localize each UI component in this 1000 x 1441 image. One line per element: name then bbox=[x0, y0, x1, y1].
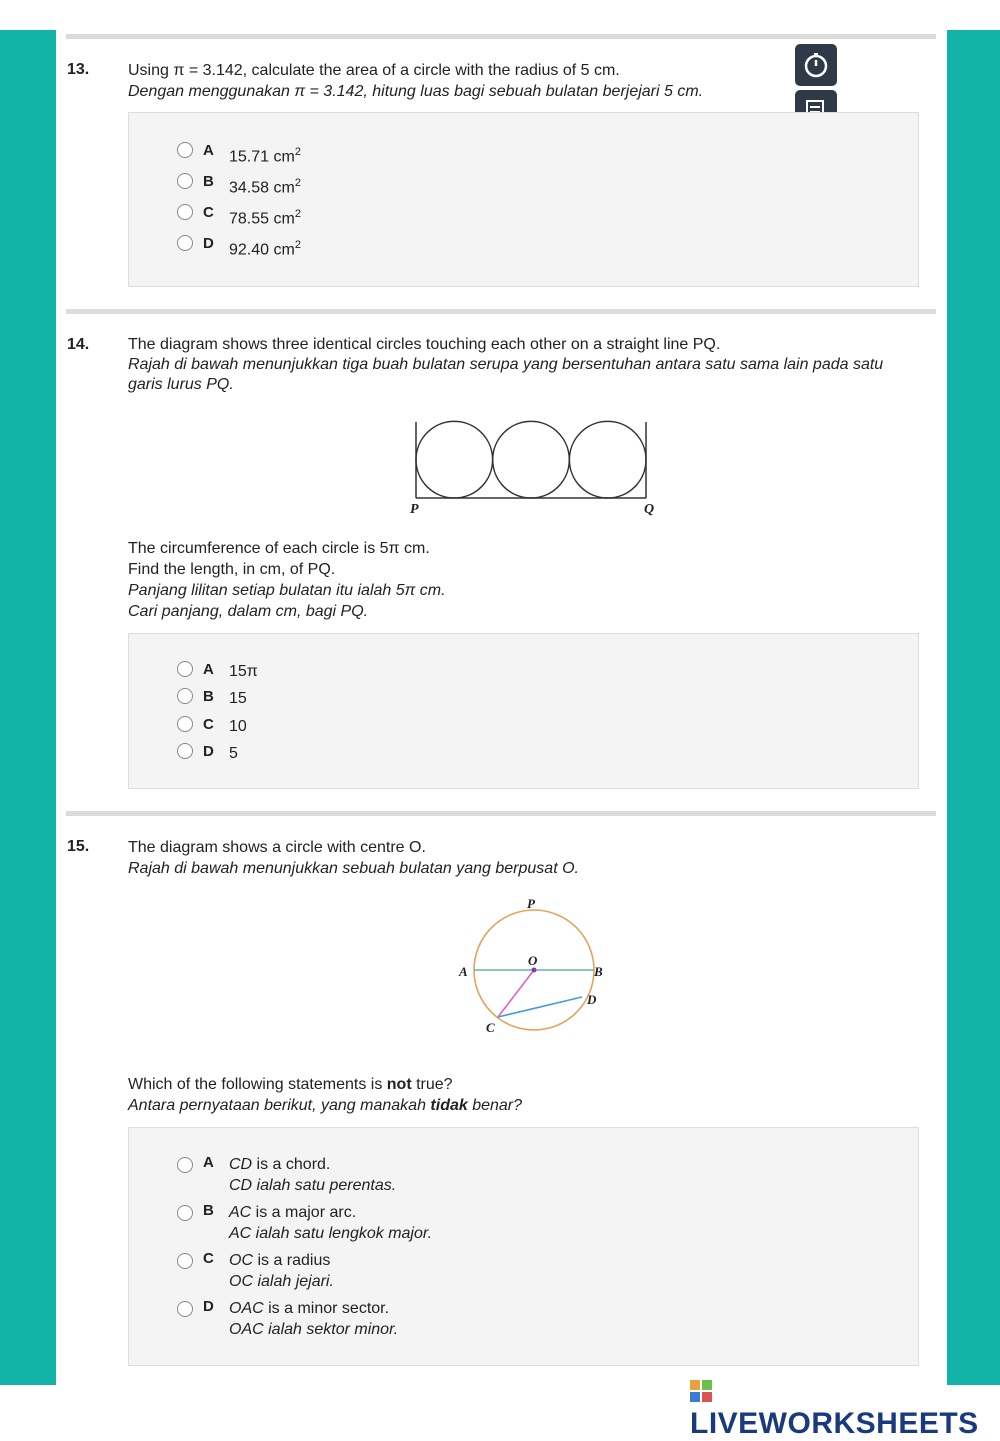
label-o: O bbox=[528, 953, 538, 968]
option-text: 34.58 $cm^2$ bbox=[229, 177, 301, 197]
option-text: OAC is a minor sector. OAC ialah sektor minor. bbox=[229, 1300, 399, 1338]
radio-button[interactable] bbox=[177, 661, 193, 677]
option-letter: A bbox=[203, 661, 214, 678]
question-14-text bbox=[128, 335, 908, 395]
option-c[interactable] bbox=[177, 204, 301, 229]
radio-button[interactable] bbox=[177, 1301, 193, 1317]
label-d: D bbox=[587, 992, 597, 1007]
option-d[interactable] bbox=[177, 235, 301, 260]
question-number-14: 14. bbox=[67, 336, 90, 353]
info-circumference-malay: Panjang lilitan setiap bulatan itu ialah 5π cm. bbox=[128, 582, 446, 599]
label-p: P bbox=[410, 502, 419, 517]
radio-button[interactable] bbox=[177, 1205, 193, 1221]
option-text: 15 bbox=[229, 690, 247, 707]
question-divider bbox=[66, 811, 936, 816]
option-text: OC is a radius OC ialah jejari. bbox=[229, 1252, 334, 1290]
option-text: 10 bbox=[229, 718, 247, 735]
liveworksheets-logo[interactable] bbox=[690, 1373, 1000, 1441]
option-letter: A bbox=[203, 142, 214, 159]
question-number-13: 13. bbox=[67, 61, 90, 78]
radio-button[interactable] bbox=[177, 688, 193, 704]
logo-text: LIVEWORKSHEETS bbox=[690, 1407, 979, 1440]
prompt-malay: Antara pernyataan berikut, yang manakah tidak benar? bbox=[128, 1097, 523, 1114]
option-letter: D bbox=[203, 1298, 214, 1315]
question-15-malay: Rajah di bawah menunjukkan sebuah bulatan yang berpusat O. bbox=[128, 860, 579, 877]
question-13-malay: Dengan menggunakan π = 3.142, hitung luas bagi sebuah bulatan berjejari 5 cm. bbox=[128, 83, 704, 100]
timer-button[interactable] bbox=[795, 44, 837, 86]
centre-point bbox=[532, 968, 537, 973]
label-c: C bbox=[486, 1020, 495, 1035]
option-text: 15π bbox=[229, 663, 258, 680]
radio-button[interactable] bbox=[177, 173, 193, 189]
option-text: 78.55 $cm^2$ bbox=[229, 208, 301, 228]
info-find-length: Find the length, in cm, of PQ. bbox=[128, 561, 336, 578]
option-d[interactable] bbox=[177, 743, 238, 764]
option-d[interactable] bbox=[177, 1298, 398, 1340]
option-b[interactable] bbox=[177, 688, 247, 709]
label-p: P bbox=[527, 896, 535, 911]
radio-button[interactable] bbox=[177, 235, 193, 251]
option-b[interactable] bbox=[177, 173, 301, 198]
question-15-english: The diagram shows a circle with centre O. bbox=[128, 839, 426, 856]
question-14-malay: Rajah di bawah menunjukkan tiga buah bulatan serupa yang bersentuhan antara satu sama lain pada satu garis lurus PQ. bbox=[128, 356, 884, 393]
radio-button[interactable] bbox=[177, 716, 193, 732]
question-13-options bbox=[128, 112, 919, 287]
option-letter: C bbox=[203, 1250, 214, 1267]
right-margin-band bbox=[947, 30, 1000, 1385]
question-13-english: Using π = 3.142, calculate the area of a circle with the radius of 5 cm. bbox=[128, 62, 620, 79]
option-a[interactable] bbox=[177, 1154, 396, 1196]
question-number-15: 15. bbox=[67, 838, 90, 855]
radio-button[interactable] bbox=[177, 743, 193, 759]
question-15-text bbox=[128, 837, 579, 879]
circle-3 bbox=[569, 421, 646, 498]
option-letter: A bbox=[203, 1154, 214, 1171]
radio-button[interactable] bbox=[177, 142, 193, 158]
question-14-english: The diagram shows three identical circles touching each other on a straight line PQ. bbox=[128, 336, 721, 353]
label-q: Q bbox=[644, 502, 655, 517]
question-divider bbox=[66, 309, 936, 314]
option-letter: B bbox=[203, 1202, 214, 1219]
option-text: 15.71 $cm^2$ bbox=[229, 146, 301, 166]
option-letter: B bbox=[203, 688, 214, 705]
radio-button[interactable] bbox=[177, 1253, 193, 1269]
option-b[interactable] bbox=[177, 1202, 432, 1244]
question-14-options bbox=[128, 633, 919, 789]
left-margin-band bbox=[0, 30, 56, 1385]
question-14-info bbox=[128, 538, 446, 622]
circle-centre-o-diagram bbox=[450, 893, 620, 1038]
option-c[interactable] bbox=[177, 1250, 334, 1292]
option-text: 5 bbox=[229, 745, 238, 762]
option-letter: B bbox=[203, 173, 214, 190]
label-a: A bbox=[459, 964, 468, 979]
circle-2 bbox=[493, 421, 570, 498]
prompt-english: Which of the following statements is not true? bbox=[128, 1076, 453, 1093]
question-15-prompt bbox=[128, 1074, 522, 1116]
option-letter: C bbox=[203, 716, 214, 733]
option-text: CD is a chord. CD ialah satu perentas. bbox=[229, 1156, 397, 1194]
question-divider bbox=[66, 34, 936, 39]
info-find-length-malay: Cari panjang, dalam cm, bagi PQ. bbox=[128, 603, 369, 620]
radio-button[interactable] bbox=[177, 204, 193, 220]
question-15-options bbox=[128, 1127, 919, 1366]
option-c[interactable] bbox=[177, 716, 247, 737]
info-circumference: The circumference of each circle is 5π cm. bbox=[128, 540, 430, 557]
logo-grid-icon bbox=[690, 1380, 712, 1402]
option-text: 92.40 $cm^2$ bbox=[229, 239, 301, 259]
label-b: B bbox=[594, 964, 603, 979]
question-13-text bbox=[128, 60, 703, 102]
circle-1 bbox=[416, 421, 493, 498]
timer-icon bbox=[802, 51, 830, 79]
option-letter: D bbox=[203, 743, 214, 760]
radio-button[interactable] bbox=[177, 1157, 193, 1173]
option-letter: D bbox=[203, 235, 214, 252]
option-a[interactable] bbox=[177, 142, 301, 167]
option-a[interactable] bbox=[177, 661, 258, 682]
option-letter: C bbox=[203, 204, 214, 221]
option-text: AC is a major arc. AC ialah satu lengkok major. bbox=[229, 1204, 433, 1242]
three-circles-diagram bbox=[400, 418, 670, 518]
